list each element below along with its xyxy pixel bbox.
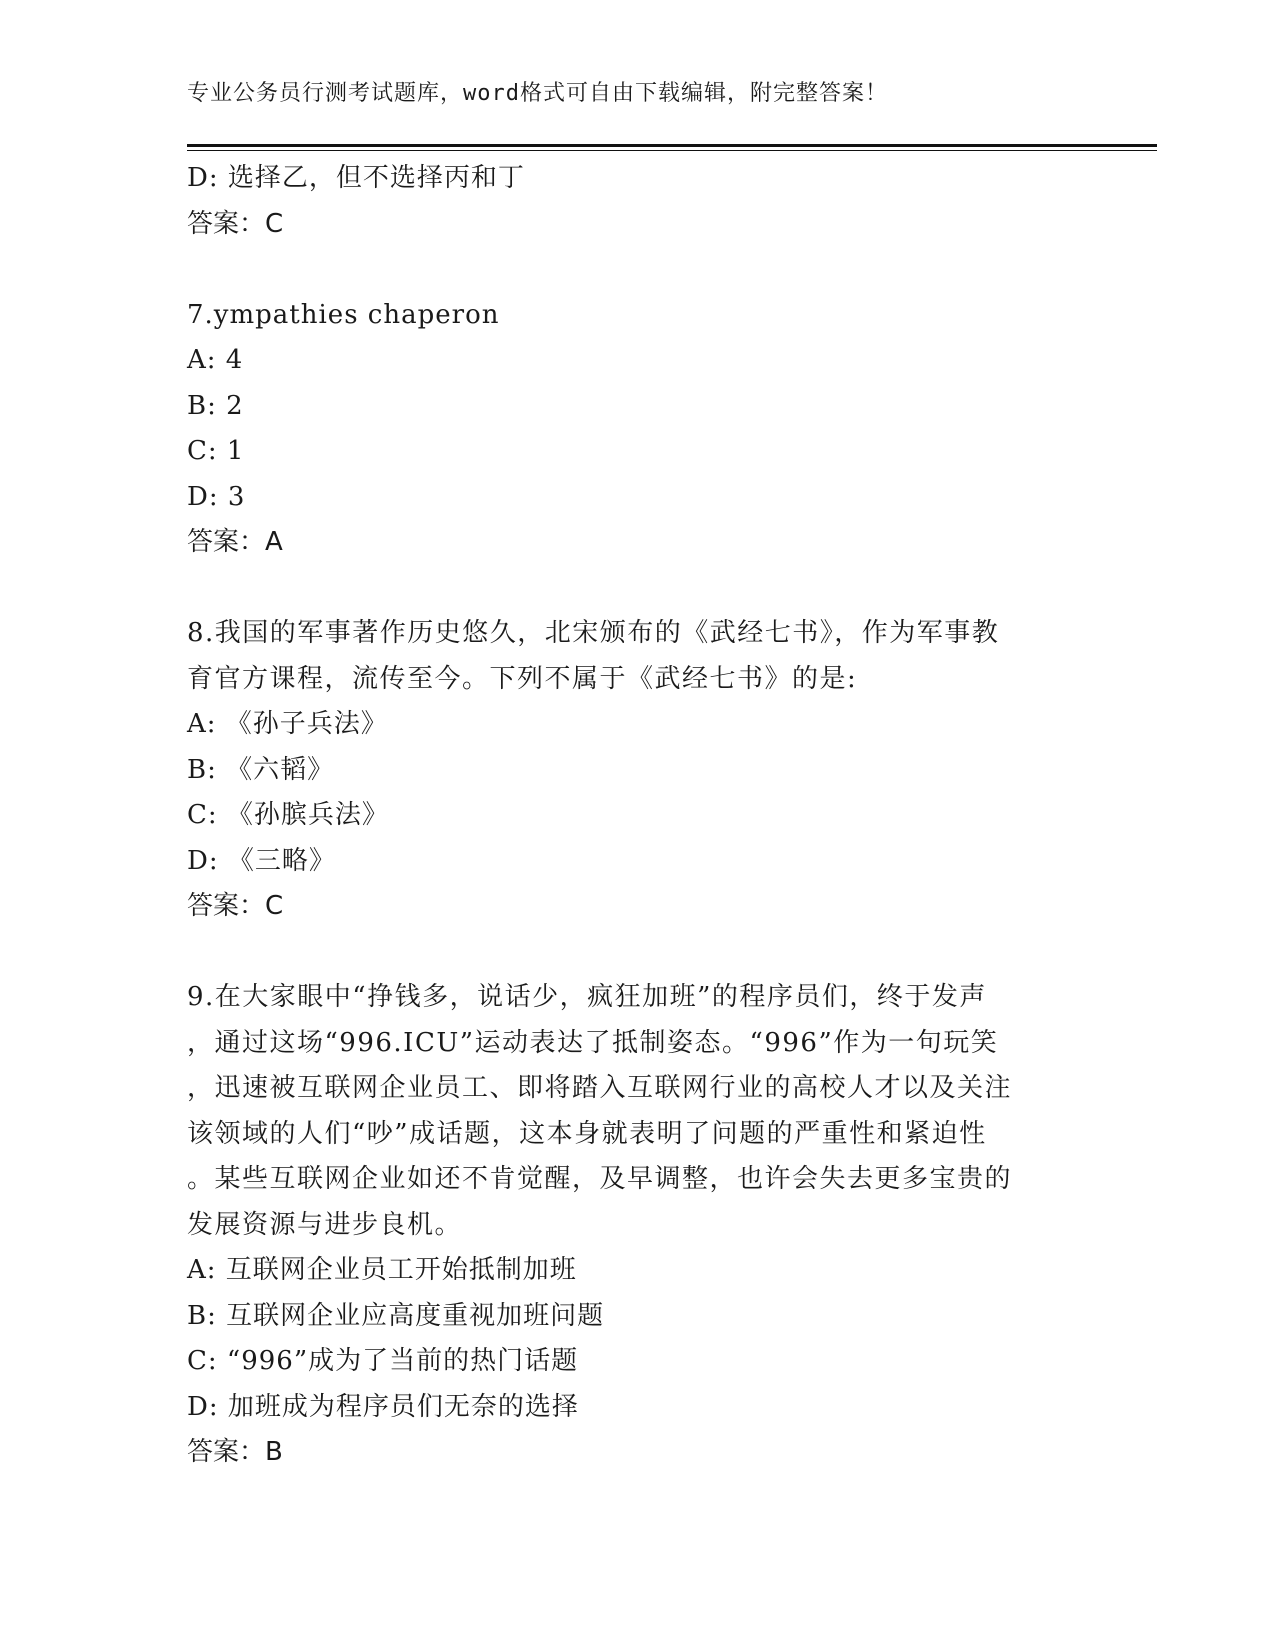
question-8-option-b: B: 《六韬》 (187, 754, 335, 785)
question-8-answer: 答案：C (187, 891, 284, 921)
question-9-answer: 答案：B (187, 1437, 283, 1467)
question-9-stem-line: ，通过这场“996.ICU”运动表达了抵制姿态。“996”作为一句玩笑 (187, 1027, 999, 1058)
page-header: 专业公务员行测考试题库，word格式可自由下载编辑，附完整答案！ (187, 81, 888, 106)
question-7 (187, 293, 1087, 566)
question-7-stem: 7.ympathies chaperon (187, 299, 500, 330)
spacer (187, 566, 1087, 612)
question-8-stem-line: 育官方课程，流传至今。下列不属于《武经七书》的是: (187, 663, 858, 694)
question-7-answer: 答案：A (187, 527, 283, 557)
header-rule-thin (187, 150, 1157, 151)
question-9-option-a: A: 互联网企业员工开始抵制加班 (187, 1255, 577, 1285)
prev-option-d: D: 选择乙，但不选择丙和丁 (187, 163, 525, 193)
question-8-option-d: D: 《三略》 (187, 845, 336, 876)
question-8-stem-line: 8.我国的军事著作历史悠久，北宋颁布的《武经七书》，作为军事教 (187, 618, 1000, 648)
question-8-option-c: C: 《孙膑兵法》 (187, 800, 389, 830)
spacer (187, 930, 1087, 976)
prev-answer: 答案：C (187, 208, 284, 239)
question-7-option-a: A: 4 (187, 345, 244, 375)
question-8 (187, 611, 1087, 930)
question-9-stem-line: 发展资源与进步良机。 (187, 1209, 463, 1240)
question-9 (187, 975, 1087, 1476)
question-content (187, 156, 1087, 1476)
question-9-stem-line: 。某些互联网企业如还不肯觉醒，及早调整，也许会失去更多宝贵的 (187, 1164, 1013, 1194)
question-9-option-c: C: “996”成为了当前的热门话题 (187, 1346, 579, 1376)
question-9-option-d: D: 加班成为程序员们无奈的选择 (187, 1391, 579, 1422)
question-7-option-d: D: 3 (187, 481, 246, 512)
question-9-stem-line: 该领域的人们“吵”成话题，这本身就表明了问题的严重性和紧迫性 (187, 1118, 987, 1149)
question-7-option-c: C: 1 (187, 436, 245, 466)
spacer (187, 247, 1087, 293)
header-rule-thick (187, 144, 1157, 147)
question-9-stem-line: ，迅速被互联网企业员工、即将踏入互联网行业的高校人才以及关注 (187, 1073, 1013, 1103)
question-9-option-b: B: 互联网企业应高度重视加班问题 (187, 1300, 605, 1331)
question-7-option-b: B: 2 (187, 390, 244, 421)
question-9-stem-line: 9.在大家眼中“挣钱多，说话少，疯狂加班”的程序员们，终于发声 (187, 982, 987, 1012)
question-8-option-a: A: 《孙子兵法》 (187, 709, 388, 739)
